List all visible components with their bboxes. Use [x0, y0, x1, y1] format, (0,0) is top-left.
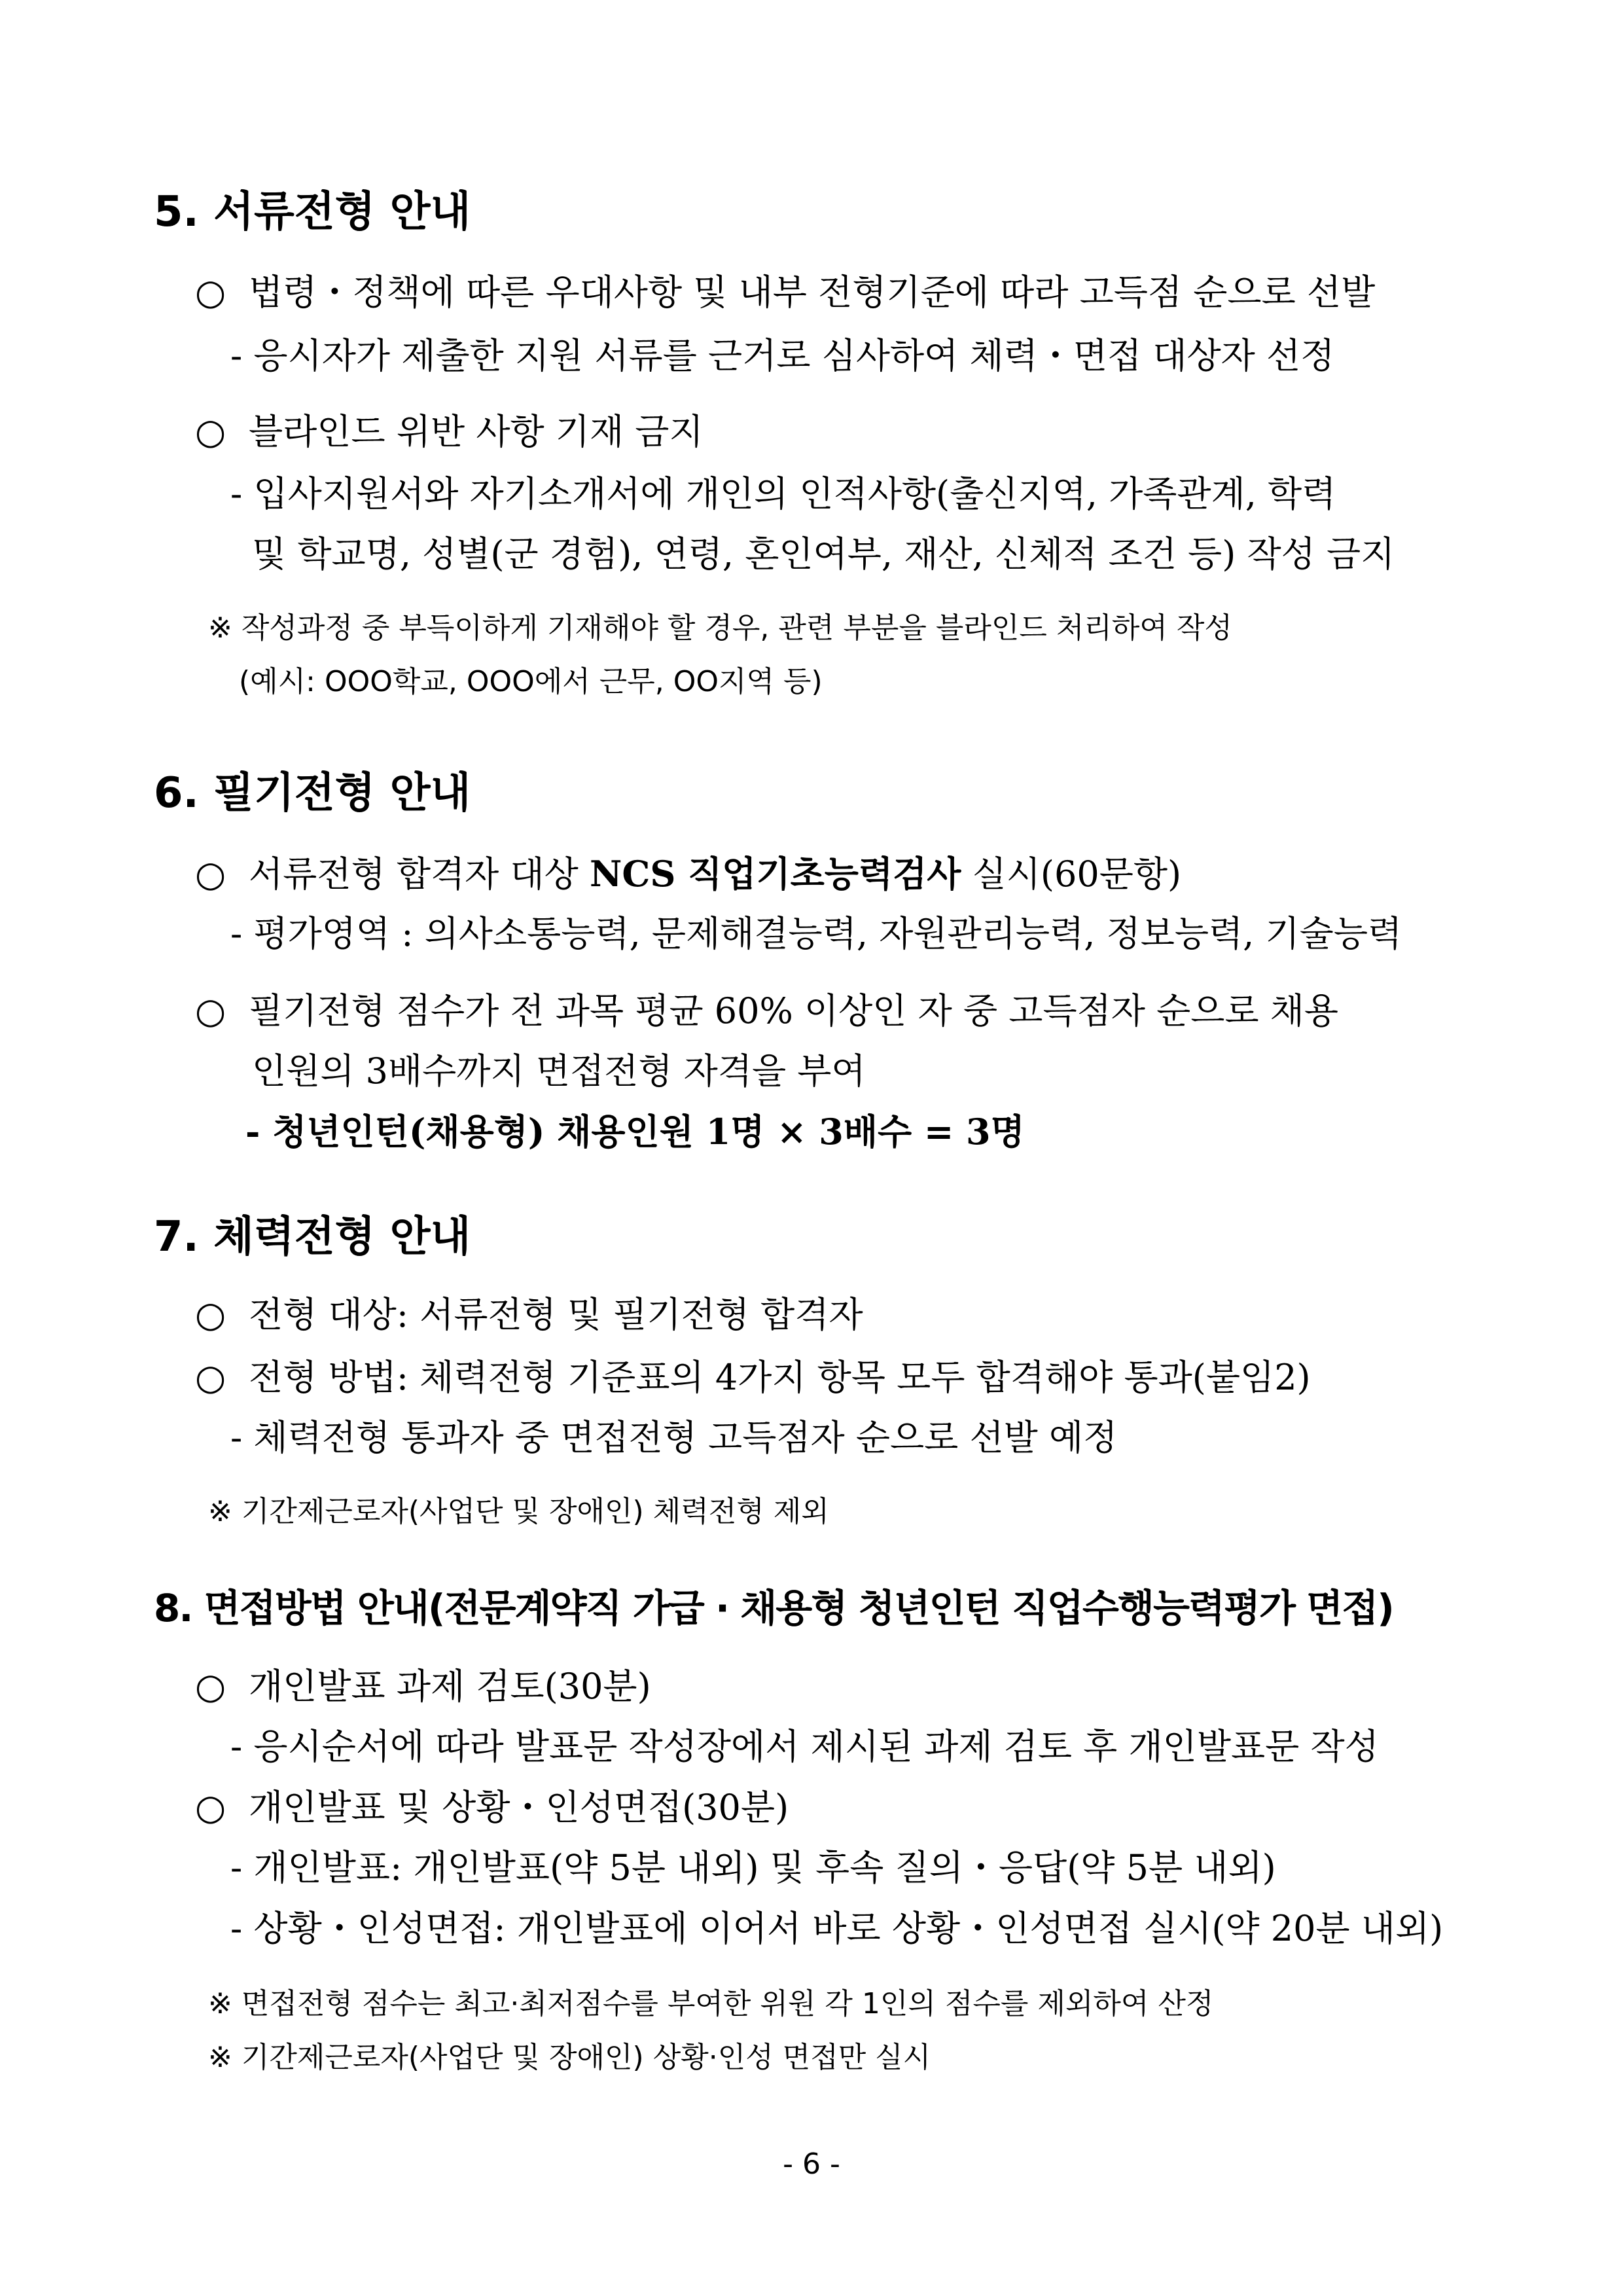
- section8-bullet2-text: 개인발표 및 상황・인성면접(30분): [249, 1787, 789, 1828]
- section5-bullet1-dash: - 응시자가 제출한 지원 서류를 근거로 심사하여 체력・면접 대상자 선정: [230, 335, 1335, 376]
- section8-bullet2-dash1: - 개인발표: 개인발표(약 5분 내외) 및 후속 질의・응답(약 5분 내외): [230, 1847, 1276, 1888]
- section5-bullet1-text: 법령・정책에 따른 우대사항 및 내부 전형기준에 따라 고득점 순으로 선발: [249, 272, 1376, 313]
- section8-bullet1-text: 개인발표 과제 검토(30분): [249, 1666, 651, 1707]
- section5-note: ※ 작성과정 중 부득이하게 기재해야 할 경우, 관련 부분을 블라인드 처리하여 작성: [208, 611, 1232, 645]
- section6-bullet1-dash: - 평가영역 : 의사소통능력, 문제해결능력, 자원관리능력, 정보능력, 기술능력: [230, 913, 1402, 954]
- section8-bullet2-dash2: - 상황・인성면접: 개인발표에 이어서 바로 상황・인성면접 실시(약 20분 내외): [230, 1908, 1444, 1949]
- section6-bullet2: [195, 990, 1339, 1031]
- section7-title: 7. 체력전형 안내: [154, 1213, 471, 1261]
- section8-note2: ※ 기간제근로자(사업단 및 장애인) 상황·인성 면접만 실시: [208, 2041, 931, 2074]
- circle-bullet-icon: ○: [195, 272, 226, 313]
- page-number: - 6 -: [783, 2147, 840, 2181]
- section6-bullet1-text-pre: 서류전형 합격자 대상: [249, 853, 590, 895]
- circle-bullet-icon: ○: [195, 990, 226, 1031]
- section7-bullet2-dash: - 체력전형 통과자 중 면접전형 고득점자 순으로 선발 예정: [230, 1417, 1118, 1458]
- section6-bullet2-dash-bold: - 청년인턴(채용형) 채용인원 1명 × 3배수 = 3명: [245, 1111, 1025, 1153]
- section5-title: 5. 서류전형 안내: [154, 188, 471, 236]
- section6-bullet1-text-bold: NCS 직업기초능력검사: [589, 853, 961, 895]
- circle-bullet-icon: ○: [195, 853, 226, 895]
- section5-bullet2-text: 블라인드 위반 사항 기재 금지: [249, 411, 704, 452]
- circle-bullet-icon: ○: [195, 1787, 226, 1828]
- section6-bullet2-text-cont: 인원의 3배수까지 면접전형 자격을 부여: [252, 1050, 866, 1092]
- circle-bullet-icon: ○: [195, 1294, 226, 1335]
- section8-title: 8. 면접방법 안내(전문계약직 가급 · 채용형 청년인턴 직업수행능력평가 면접): [154, 1586, 1393, 1630]
- circle-bullet-icon: ○: [195, 1357, 226, 1398]
- section6-bullet2-text: 필기전형 점수가 전 과목 평균 60% 이상인 자 중 고득점자 순으로 채용: [249, 990, 1339, 1031]
- section8-bullet1-dash: - 응시순서에 따라 발표문 작성장에서 제시된 과제 검토 후 개인발표문 작성: [230, 1726, 1379, 1767]
- section6-title: 6. 필기전형 안내: [154, 769, 471, 817]
- section5-note-cont: (예시: OOO학교, OOO에서 근무, OO지역 등): [239, 665, 823, 698]
- section5-bullet2-dash: - 입사지원서와 자기소개서에 개인의 인적사항(출신지역, 가족관계, 학력: [230, 473, 1336, 514]
- circle-bullet-icon: ○: [195, 1666, 226, 1707]
- section8-bullet1: [195, 1666, 651, 1707]
- section6-bullet1-text-post: 실시(60문항): [961, 853, 1182, 895]
- section8-bullet2: [195, 1787, 789, 1828]
- section7-bullet2: [195, 1357, 1311, 1398]
- section7-bullet1-text: 전형 대상: 서류전형 및 필기전형 합격자: [249, 1294, 863, 1335]
- section7-bullet2-text: 전형 방법: 체력전형 기준표의 4가지 항목 모두 합격해야 통과(붙임2): [249, 1357, 1311, 1398]
- circle-bullet-icon: ○: [195, 411, 226, 452]
- section5-bullet2-dash-cont: 및 학교명, 성별(군 경험), 연령, 혼인여부, 재산, 신체적 조건 등) 작성 금지: [252, 533, 1395, 575]
- section5-bullet2: [195, 411, 704, 452]
- section6-bullet1: [195, 853, 1182, 895]
- section8-note1: ※ 면접전형 점수는 최고·최저점수를 부여한 위원 각 1인의 점수를 제외하여 산정: [208, 1987, 1214, 2020]
- section7-bullet1: [195, 1294, 863, 1335]
- section7-note: ※ 기간제근로자(사업단 및 장애인) 체력전형 제외: [208, 1495, 829, 1528]
- section5-bullet1: [195, 272, 1376, 313]
